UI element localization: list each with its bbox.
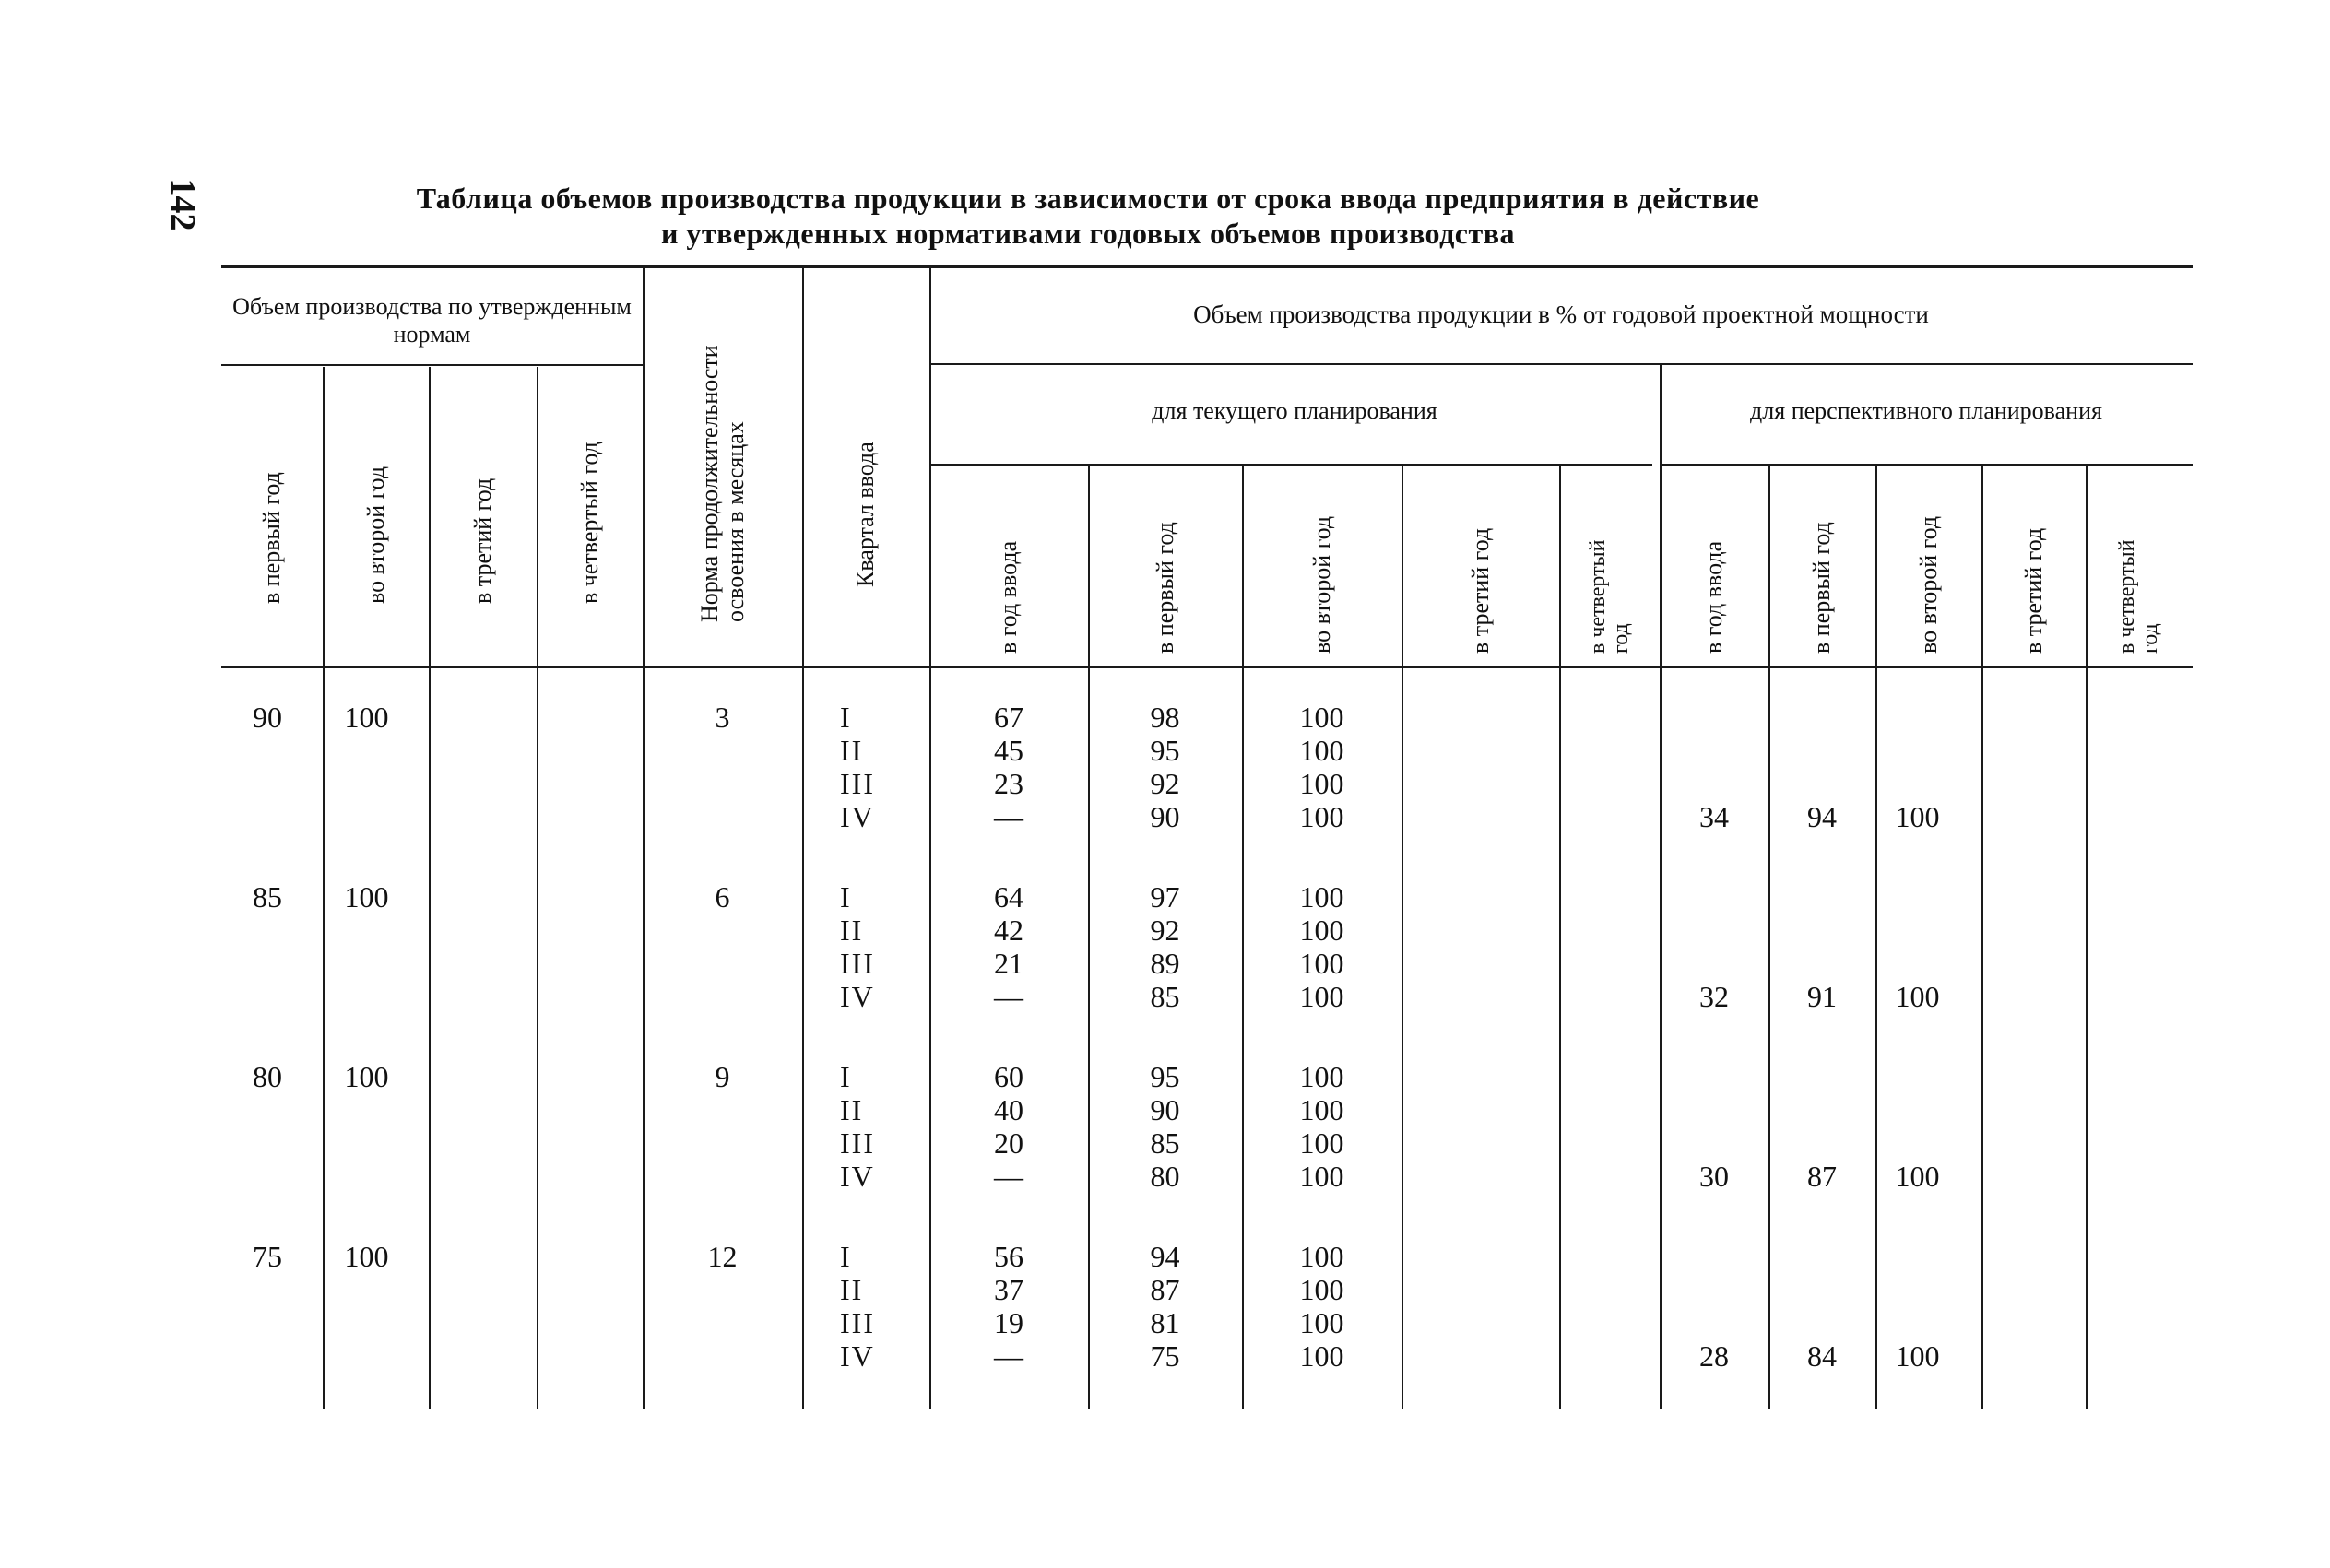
current-entry-year-list-item: 67 — [994, 701, 1023, 734]
quarter-list-item: IV — [840, 980, 875, 1013]
quarter-list-item: IV — [840, 800, 875, 833]
current-entry-year-list — [972, 1060, 1046, 1193]
quarter-list-item: IV — [840, 1160, 875, 1193]
current-entry-year-list-item: 60 — [994, 1060, 1023, 1093]
current-entry-year-list-item: 20 — [994, 1126, 1023, 1160]
current-second-year-list-item: 100 — [1299, 701, 1344, 734]
norms-group-rule — [221, 364, 643, 366]
current-second-year-list-item: 100 — [1299, 1160, 1344, 1193]
current-entry-year-list-item: — — [994, 1160, 1023, 1193]
norm-col-header: в четвертый год — [575, 442, 603, 604]
table-top-rule — [221, 265, 2193, 268]
quarter-list-item: II — [840, 914, 864, 947]
current-second-year-list-item: 100 — [1299, 767, 1344, 800]
norm-months-value: 9 — [715, 1060, 730, 1093]
quarter-list — [840, 701, 905, 833]
current-entry-year-list-item: — — [994, 980, 1023, 1013]
perspective-col-header: в четвертый год — [2115, 539, 2162, 654]
title-line-1: Таблица объемов производства продукции в зависимости от срока ввода предприятия в действие — [416, 182, 1760, 215]
current-second-year-list-item: 100 — [1299, 1273, 1344, 1306]
perspective-entry-year-value: 34 — [1699, 800, 1729, 833]
column-rule — [643, 267, 645, 1409]
first-year-value: 90 — [253, 701, 282, 734]
quarter-list — [840, 1240, 905, 1373]
quarter-list — [840, 1060, 905, 1193]
current-entry-year-list-item: 37 — [994, 1273, 1023, 1306]
current-second-year-list — [1276, 1060, 1368, 1193]
current-first-year-list — [1129, 701, 1202, 833]
quarter-list-item: III — [840, 767, 875, 800]
perspective-second-year-value: 100 — [1895, 980, 1940, 1013]
current-first-year-list-item: 75 — [1150, 1339, 1180, 1373]
quarter-list-item: I — [840, 880, 852, 914]
current-first-year-list-item: 92 — [1150, 914, 1180, 947]
perspective-second-year-value: 100 — [1895, 1160, 1940, 1193]
current-second-year-list-item: 100 — [1299, 1126, 1344, 1160]
current-second-year-list-item: 100 — [1299, 914, 1344, 947]
header-bottom-rule — [221, 666, 2193, 668]
current-first-year-list — [1129, 1060, 1202, 1193]
current-entry-year-list — [972, 1240, 1046, 1373]
column-rule — [1559, 466, 1561, 1409]
current-entry-year-list-item: — — [994, 800, 1023, 833]
quarter-list-item: I — [840, 1240, 852, 1273]
current-second-year-list-item: 100 — [1299, 947, 1344, 980]
current-second-year-list — [1276, 701, 1368, 833]
perspective-entry-year-value: 28 — [1699, 1339, 1729, 1373]
current-first-year-list — [1129, 1240, 1202, 1373]
current-second-year-list-item: 100 — [1299, 1060, 1344, 1093]
column-rule — [537, 367, 538, 1409]
second-year-value: 100 — [344, 701, 389, 734]
current-col-header: в первый год — [1151, 522, 1178, 654]
current-entry-year-list — [972, 880, 1046, 1013]
column-rule — [1088, 466, 1090, 1409]
first-year-value: 80 — [253, 1060, 282, 1093]
current-col-header: в четвертый год — [1585, 539, 1633, 654]
second-year-value: 100 — [344, 1240, 389, 1273]
current-second-year-list — [1276, 880, 1368, 1013]
quarter-list-item: IV — [840, 1339, 875, 1373]
quarter-list-item: II — [840, 1273, 864, 1306]
output-group-header: Объем производства продукции в % от годовой проектной мощности — [1193, 301, 1929, 328]
current-col-header: во второй год — [1307, 515, 1335, 654]
current-second-year-list-item: 100 — [1299, 1240, 1344, 1273]
perspective-entry-year-value: 32 — [1699, 980, 1729, 1013]
second-year-value: 100 — [344, 1060, 389, 1093]
column-rule — [323, 367, 325, 1409]
norm-col-header: в первый год — [258, 472, 285, 604]
perspective-group-rule — [1660, 464, 2193, 466]
current-second-year-list-item: 100 — [1299, 1093, 1344, 1126]
current-col-header: в третий год — [1466, 527, 1494, 654]
current-first-year-list-item: 80 — [1150, 1160, 1180, 1193]
current-entry-year-list-item: — — [994, 1339, 1023, 1373]
norm-months-value: 6 — [715, 880, 730, 914]
perspective-first-year-value: 87 — [1807, 1160, 1837, 1193]
quarter-list — [840, 880, 905, 1013]
perspective-second-year-value: 100 — [1895, 800, 1940, 833]
current-entry-year-list-item: 19 — [994, 1306, 1023, 1339]
quarter-header: Квартал ввода — [852, 441, 879, 587]
first-year-value: 75 — [253, 1240, 282, 1273]
norm-col-header: в третий год — [468, 477, 496, 604]
current-entry-year-list-item: 42 — [994, 914, 1023, 947]
table-title — [350, 181, 1826, 251]
first-year-value: 85 — [253, 880, 282, 914]
perspective-col-header: в год ввода — [1700, 540, 1727, 654]
perspective-col-header: во второй год — [1914, 515, 1942, 654]
column-rule — [429, 367, 431, 1409]
second-year-value: 100 — [344, 880, 389, 914]
current-first-year-list-item: 81 — [1150, 1306, 1180, 1339]
quarter-list-item: I — [840, 1060, 852, 1093]
current-entry-year-list-item: 23 — [994, 767, 1023, 800]
current-first-year-list-item: 97 — [1150, 880, 1180, 914]
perspective-first-year-value: 94 — [1807, 800, 1837, 833]
current-first-year-list-item: 95 — [1150, 734, 1180, 767]
column-rule — [1660, 365, 1662, 1409]
column-rule — [1768, 466, 1770, 1409]
column-rule — [1402, 466, 1403, 1409]
column-rule — [1981, 466, 1983, 1409]
current-first-year-list — [1129, 880, 1202, 1013]
quarter-list-item: III — [840, 1306, 875, 1339]
current-entry-year-list-item: 40 — [994, 1093, 1023, 1126]
perspective-col-header: в третий год — [2019, 527, 2047, 654]
current-planning-header: для текущего планирования — [1152, 397, 1437, 424]
current-first-year-list-item: 90 — [1150, 800, 1180, 833]
perspective-first-year-value: 84 — [1807, 1339, 1837, 1373]
current-first-year-list-item: 95 — [1150, 1060, 1180, 1093]
current-first-year-list-item: 94 — [1150, 1240, 1180, 1273]
norm-col-header: во второй год — [361, 466, 389, 604]
quarter-list-item: II — [840, 1093, 864, 1126]
perspective-first-year-value: 91 — [1807, 980, 1837, 1013]
output-group-rule — [929, 363, 2193, 365]
current-entry-year-list-item: 21 — [994, 947, 1023, 980]
column-rule — [1242, 466, 1244, 1409]
current-second-year-list-item: 100 — [1299, 880, 1344, 914]
current-first-year-list-item: 85 — [1150, 980, 1180, 1013]
current-entry-year-list-item: 64 — [994, 880, 1023, 914]
current-first-year-list-item: 90 — [1150, 1093, 1180, 1126]
norm-months-value: 3 — [715, 701, 730, 734]
quarter-list-item: I — [840, 701, 852, 734]
current-second-year-list-item: 100 — [1299, 1306, 1344, 1339]
column-rule — [802, 267, 804, 1409]
current-first-year-list-item: 85 — [1150, 1126, 1180, 1160]
current-first-year-list-item: 87 — [1150, 1273, 1180, 1306]
current-first-year-list-item: 92 — [1150, 767, 1180, 800]
column-rule — [929, 267, 931, 1409]
current-entry-year-list-item: 56 — [994, 1240, 1023, 1273]
quarter-list-item: III — [840, 1126, 875, 1160]
norm-duration-header: Норма продолжительности освоения в месяцах — [695, 345, 749, 622]
norm-months-value: 12 — [707, 1240, 738, 1273]
current-second-year-list-item: 100 — [1299, 734, 1344, 767]
current-entry-year-list — [972, 701, 1046, 833]
current-entry-year-list-item: 45 — [994, 734, 1023, 767]
perspective-entry-year-value: 30 — [1699, 1160, 1729, 1193]
column-rule — [2086, 466, 2088, 1409]
column-rule — [1875, 466, 1877, 1409]
page-number: 142 — [163, 178, 202, 231]
current-second-year-list-item: 100 — [1299, 800, 1344, 833]
perspective-col-header: в первый год — [1808, 522, 1835, 654]
title-line-2: и утвержденных нормативами годовых объемов производства — [660, 217, 1515, 250]
current-second-year-list-item: 100 — [1299, 980, 1344, 1013]
current-col-header: в год ввода — [995, 540, 1022, 654]
perspective-second-year-value: 100 — [1895, 1339, 1940, 1373]
norms-group-header: Объем производства по утвержденным нормам — [232, 293, 632, 348]
perspective-planning-header: для перспективного планирования — [1750, 397, 2102, 424]
quarter-list-item: III — [840, 947, 875, 980]
quarter-list-item: II — [840, 734, 864, 767]
current-first-year-list-item: 89 — [1150, 947, 1180, 980]
current-second-year-list-item: 100 — [1299, 1339, 1344, 1373]
current-first-year-list-item: 98 — [1150, 701, 1180, 734]
current-group-rule — [929, 464, 1652, 466]
current-second-year-list — [1276, 1240, 1368, 1373]
